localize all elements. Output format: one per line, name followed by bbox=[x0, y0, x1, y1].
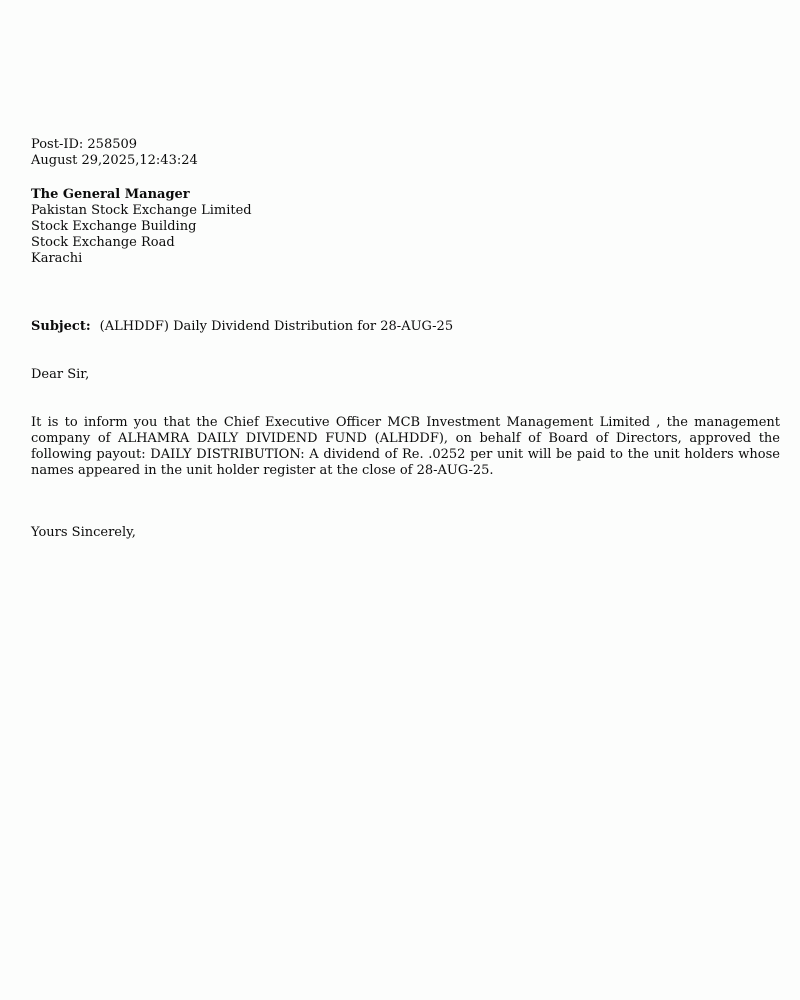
post-id-line: Post-ID: 258509 bbox=[31, 137, 138, 152]
recipient-address-line: Stock Exchange Road bbox=[31, 235, 175, 250]
recipient-block bbox=[31, 187, 252, 267]
subject-text: (ALHDDF) Daily Dividend Distribution for 28-AUG-25 bbox=[99, 319, 454, 334]
body-paragraph: It is to inform you that the Chief Executive Officer MCB Investment Management Limited , the management company of ALHAMRA DAILY DIVIDEND FUND (ALHDDF), on behalf of Board of Directors, approved the following payout: DAILY DISTRIBUTION: A dividend of Re. .0252 per unit will be paid to the unit holders whose names appeared in the unit holder register at the close of 28-AUG-25. bbox=[31, 415, 780, 478]
closing: Yours Sincerely, bbox=[31, 525, 136, 540]
salutation: Dear Sir, bbox=[31, 367, 90, 382]
recipient-address-line: Karachi bbox=[31, 251, 83, 266]
datetime-line: August 29,2025,12:43:24 bbox=[31, 153, 198, 168]
subject-label: Subject: bbox=[31, 319, 91, 334]
subject-line bbox=[31, 319, 453, 335]
recipient-address-line: Pakistan Stock Exchange Limited bbox=[31, 203, 252, 218]
recipient-name: The General Manager bbox=[31, 187, 190, 202]
recipient-address-line: Stock Exchange Building bbox=[31, 219, 197, 234]
meta-block bbox=[31, 137, 198, 169]
